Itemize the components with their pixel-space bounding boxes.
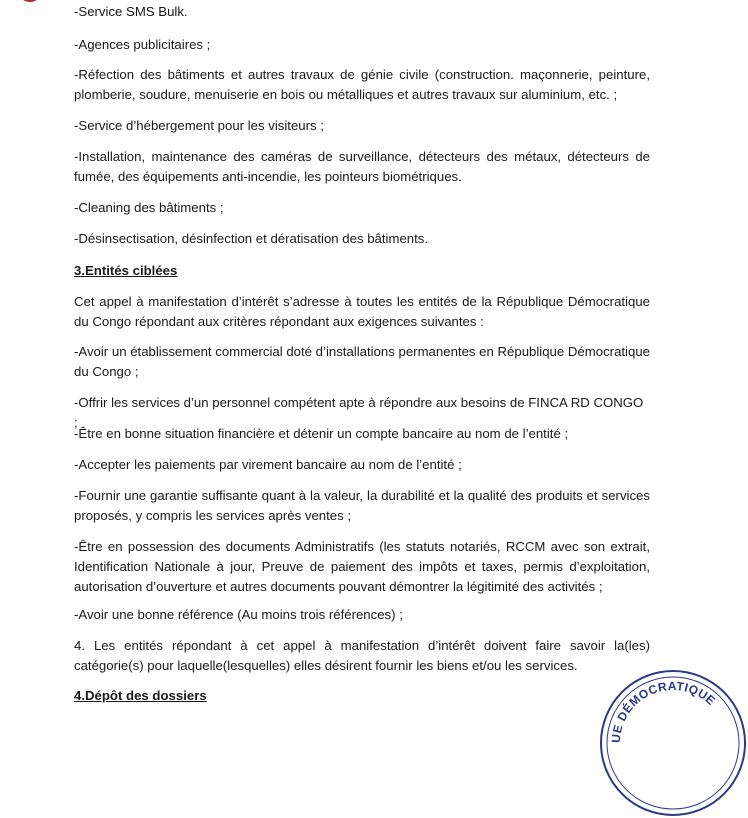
- criteria-item-reference: -Avoir une bonne référence (Au moins trois références) ;: [74, 607, 403, 622]
- criteria-item-personnel: -Offrir les services d’un personnel compétent apte à répondre aux besoins de FINCA RD CONGO ;: [74, 395, 644, 430]
- list-item-installation: -Installation, maintenance des caméras de surveillance, détecteurs des métaux, détecteurs de fumée, des équipements anti-incendie, les pointeurs biométriques.: [74, 149, 650, 184]
- intro-paragraph: Cet appel à manifestation d’intérêt s’adresse à toutes les entités de la République Démocratique du Congo répondant aux critères répondant aux exigences suivantes :: [74, 294, 650, 329]
- list-item-refection: -Réfection des bâtiments et autres travaux de génie civile (construction. maçonnerie, peinture, plomberie, soudure, menuiserie en bois ou métalliques et autres travaux sur aluminium, etc. ;: [74, 67, 650, 102]
- official-seal-icon: [598, 668, 748, 818]
- list-item-sms-bulk: -Service SMS Bulk.: [74, 4, 188, 19]
- list-item-desinsectisation: -Désinsectisation, désinfection et dératisation des bâtiments.: [74, 231, 429, 246]
- section-heading-depot: 4.Dépôt des dossiers: [74, 688, 207, 703]
- seal-text: UE DÉMOCRATIQUE: [608, 678, 719, 744]
- criteria-item-situation: -Être en bonne situation financière et détenir un compte bancaire au nom de l’entité ;: [74, 426, 569, 441]
- logo-fragment-icon: [4, 0, 60, 8]
- list-item-cleaning: -Cleaning des bâtiments ;: [74, 200, 224, 215]
- criteria-item-documents: -Être en possession des documents Administratifs (les statuts notariés, RCCM avec son extrait, Identification Nationale à jour, Preuve de paiement des impôts et taxes, permis d’exploitation, autorisation d’ouverture et autres documents pouvant démontrer la légitimité des activités ;: [74, 539, 650, 594]
- list-item-agences: -Agences publicitaires ;: [74, 37, 211, 52]
- criteria-item-garantie: -Fournir une garantie suffisante quant à la valeur, la durabilité et la qualité des produits et services proposés, y compris les services après ventes ;: [74, 488, 650, 523]
- criteria-item-paiements: -Accepter les paiements par virement bancaire au nom de l’entité ;: [74, 457, 462, 472]
- categories-paragraph: 4. Les entités répondant à cet appel à manifestation d’intérêt doivent faire savoir la(les) catégorie(s) pour laquelle(lesquelles) elles désirent fournir les biens et/ou les services.: [74, 638, 650, 673]
- criteria-item-etablissement: -Avoir un établissement commercial doté d’installations permanentes en République Démocratique du Congo ;: [74, 344, 650, 379]
- list-item-hebergement: -Service d’hébergement pour les visiteurs ;: [74, 118, 324, 133]
- section-heading-entites: 3.Entités ciblées: [74, 263, 178, 278]
